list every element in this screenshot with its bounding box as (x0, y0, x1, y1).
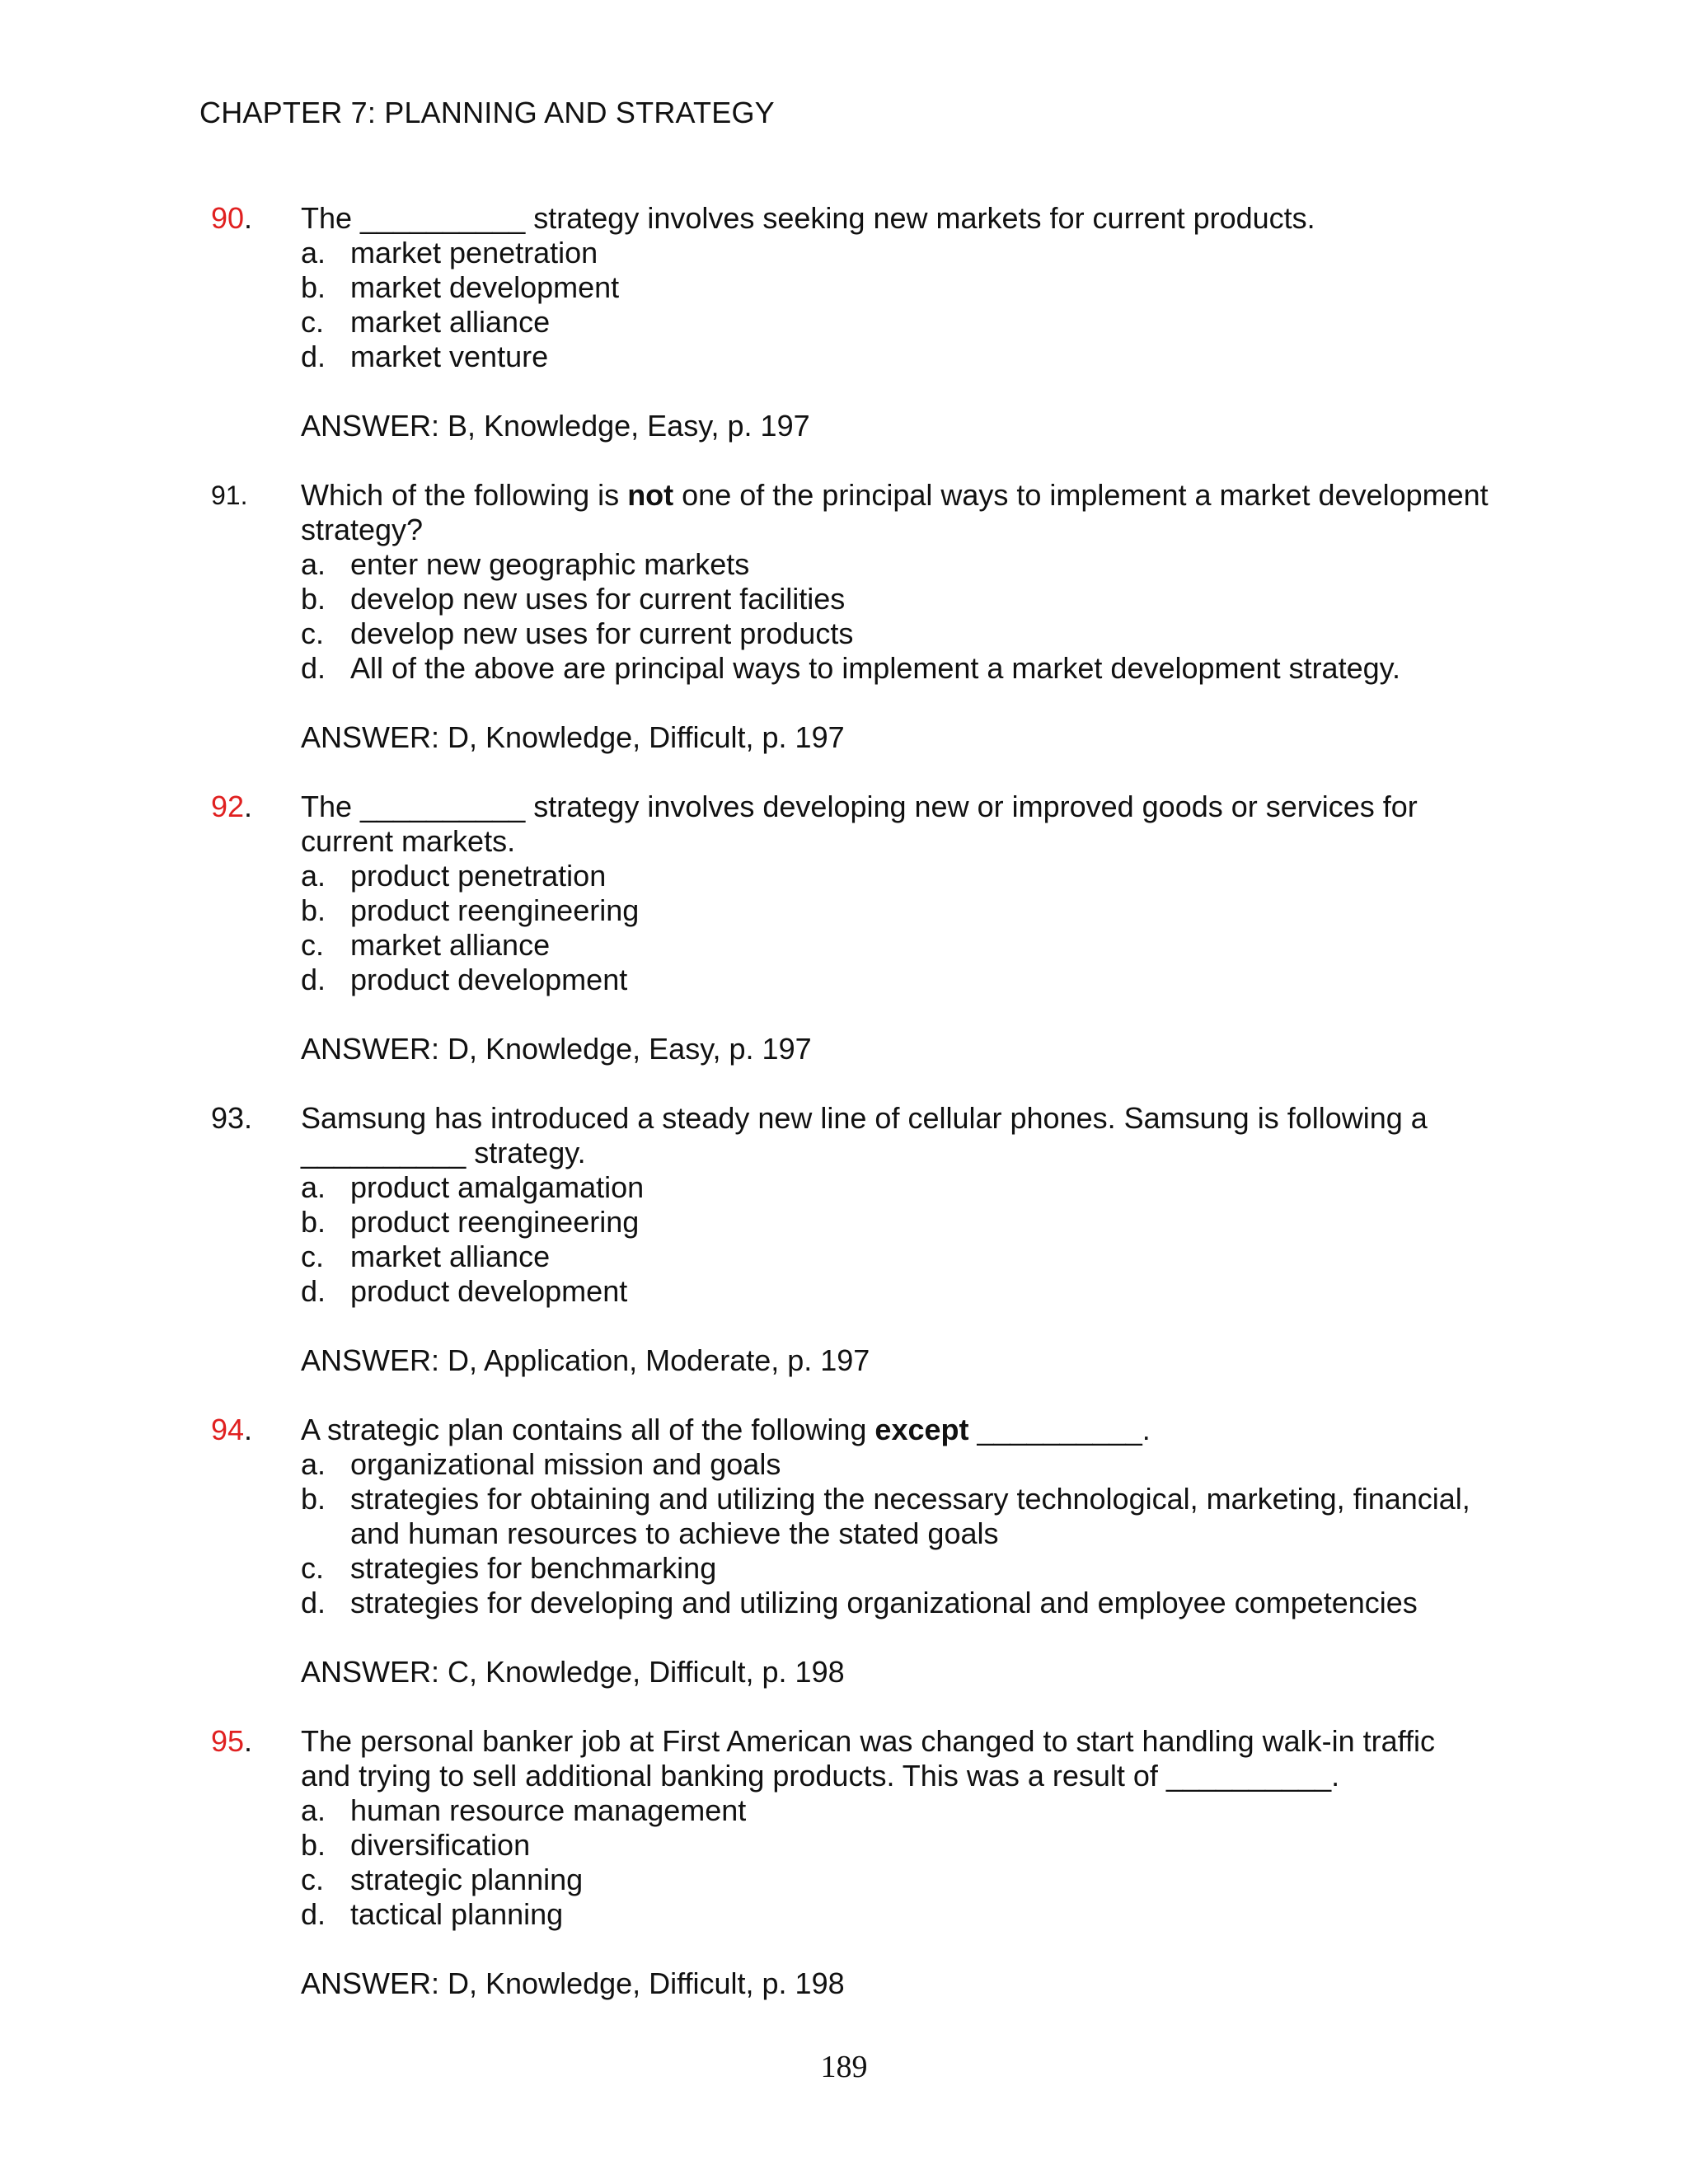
question-stem (301, 478, 1492, 547)
option-text: product amalgamation (350, 1170, 645, 1204)
option-c (301, 616, 1492, 651)
option-letter: d. (301, 963, 326, 996)
question-number-suffix: . (244, 201, 253, 235)
option-letter: d. (301, 1274, 326, 1308)
option-a (301, 859, 1492, 893)
question-number-suffix: . (244, 1724, 253, 1758)
stem-text: strategy. (466, 1136, 586, 1169)
stem-text: The (301, 790, 361, 823)
option-letter: a. (301, 1793, 326, 1827)
option-letter: d. (301, 1586, 326, 1619)
option-d (301, 651, 1492, 686)
question-number (211, 1413, 252, 1447)
option-letter: d. (301, 340, 326, 373)
option-a (301, 1793, 1492, 1828)
option-letter: b. (301, 582, 326, 616)
option-letter: b. (301, 1828, 326, 1862)
answer-key: ANSWER: D, Knowledge, Easy, p. 197 (301, 1032, 812, 1066)
option-letter: b. (301, 1205, 326, 1239)
answer-options (301, 859, 1492, 997)
option-text: product penetration (350, 859, 607, 893)
option-text: market alliance (350, 305, 551, 339)
option-b (301, 1828, 1492, 1863)
answer-options (301, 1447, 1492, 1620)
option-letter: c. (301, 1240, 325, 1273)
option-letter: c. (301, 1863, 325, 1896)
fill-blank: __________ (360, 201, 526, 235)
question-list (0, 201, 1688, 2036)
chapter-header: CHAPTER 7: PLANNING AND STRATEGY (199, 96, 775, 129)
question-number-suffix: . (244, 1413, 253, 1446)
question-body (301, 790, 1492, 1066)
question-number (211, 478, 247, 513)
option-a (301, 547, 1492, 582)
question-number-suffix: . (240, 480, 248, 510)
option-c (301, 928, 1492, 963)
fill-blank: __________ (301, 1136, 467, 1169)
question-number (211, 1101, 252, 1136)
question-number-digits: 93 (211, 1101, 245, 1135)
option-letter: a. (301, 1170, 326, 1204)
option-text: product reengineering (350, 893, 640, 927)
stem-text: one of the principal ways to implement a market development strategy? (301, 478, 1489, 546)
option-b (301, 270, 1492, 305)
option-text: market penetration (350, 236, 598, 269)
question-number-suffix: . (244, 790, 253, 823)
option-text: All of the above are principal ways to implement a market development strategy. (350, 651, 1400, 685)
stem-text: Which of the following is (301, 478, 628, 512)
answer-options (301, 547, 1492, 686)
option-letter: a. (301, 547, 326, 581)
option-b (301, 1482, 1492, 1551)
option-letter: c. (301, 616, 325, 650)
option-text: market venture (350, 340, 549, 373)
option-a (301, 1447, 1492, 1482)
option-text: strategic planning (350, 1863, 584, 1896)
fill-blank: __________ (977, 1413, 1142, 1446)
page-number: 189 (820, 2050, 868, 2084)
question-number (211, 1724, 252, 1759)
question-stem (301, 790, 1492, 859)
stem-text: Samsung has introduced a steady new line of cellular phones. Samsung is following a (301, 1101, 1428, 1135)
stem-text: strategy involves developing new or improved goods or services for current markets. (301, 790, 1418, 858)
question-number-digits: 95 (211, 1724, 245, 1758)
option-b (301, 1205, 1492, 1240)
option-d (301, 1586, 1492, 1620)
option-text: diversification (350, 1828, 531, 1862)
stem-text: The personal banker job at First American was changed to start handling walk-in traffic and trying to sell additional banking products. This was a result of (301, 1724, 1436, 1793)
option-text: strategies for obtaining and utilizing the necessary technological, marketing, financial, and human resources to achieve the stated goals (350, 1482, 1470, 1550)
option-letter: c. (301, 1551, 325, 1585)
option-d (301, 963, 1492, 997)
question-body (301, 1413, 1492, 1690)
option-text: product development (350, 963, 628, 996)
question-95 (0, 1724, 1688, 2001)
question-number (211, 201, 252, 236)
option-letter: d. (301, 1897, 326, 1931)
option-text: market alliance (350, 928, 551, 962)
option-b (301, 893, 1492, 928)
emphasis-text: not (627, 478, 674, 512)
question-body (301, 201, 1492, 443)
question-number (211, 790, 252, 824)
emphasis-text: except (874, 1413, 969, 1446)
option-text: strategies for benchmarking (350, 1551, 717, 1585)
option-letter: a. (301, 859, 326, 893)
option-text: market development (350, 270, 620, 304)
question-stem (301, 1724, 1492, 1793)
option-text: product development (350, 1274, 628, 1308)
option-text: product reengineering (350, 1205, 640, 1239)
answer-options (301, 236, 1492, 374)
fill-blank: __________ (1165, 1759, 1332, 1793)
option-letter: b. (301, 270, 326, 304)
question-stem (301, 1413, 1492, 1447)
option-letter: a. (301, 1447, 326, 1481)
question-number-digits: 91 (211, 480, 241, 510)
answer-options (301, 1793, 1492, 1932)
question-body (301, 1101, 1492, 1378)
question-number-digits: 92 (211, 790, 245, 823)
option-text: develop new uses for current products (350, 616, 854, 650)
question-stem (301, 201, 1492, 236)
question-93 (0, 1101, 1688, 1378)
option-text: enter new geographic markets (350, 547, 750, 581)
option-c (301, 1240, 1492, 1274)
option-letter: c. (301, 305, 325, 339)
question-number-digits: 90 (211, 201, 245, 235)
question-94 (0, 1413, 1688, 1690)
answer-options (301, 1170, 1492, 1309)
option-text: market alliance (350, 1240, 551, 1273)
stem-text: The (301, 201, 361, 235)
question-stem (301, 1101, 1492, 1170)
fill-blank: __________ (360, 790, 526, 823)
option-text: tactical planning (350, 1897, 564, 1931)
option-d (301, 1274, 1492, 1309)
option-text: develop new uses for current facilities (350, 582, 846, 616)
question-92 (0, 790, 1688, 1066)
option-text: human resource management (350, 1793, 747, 1827)
question-91 (0, 478, 1688, 755)
option-letter: a. (301, 236, 326, 269)
option-text: strategies for developing and utilizing organizational and employee competencies (350, 1586, 1418, 1619)
stem-text: strategy involves seeking new markets for current products. (525, 201, 1315, 235)
option-c (301, 305, 1492, 340)
option-b (301, 582, 1492, 616)
option-text: organizational mission and goals (350, 1447, 781, 1481)
stem-text (969, 1413, 978, 1446)
stem-text: A strategic plan contains all of the following (301, 1413, 875, 1446)
option-letter: b. (301, 1482, 326, 1516)
answer-key: ANSWER: C, Knowledge, Difficult, p. 198 (301, 1655, 845, 1689)
stem-text: . (1331, 1759, 1340, 1793)
question-number-digits: 94 (211, 1413, 245, 1446)
question-body (301, 1724, 1492, 2001)
option-d (301, 1897, 1492, 1932)
option-d (301, 340, 1492, 374)
option-letter: d. (301, 651, 326, 685)
question-90 (0, 201, 1688, 443)
option-a (301, 236, 1492, 270)
question-number-suffix: . (244, 1101, 253, 1135)
answer-key: ANSWER: D, Knowledge, Difficult, p. 197 (301, 720, 845, 754)
option-letter: b. (301, 893, 326, 927)
option-letter: c. (301, 928, 325, 962)
answer-key: ANSWER: B, Knowledge, Easy, p. 197 (301, 409, 810, 443)
option-c (301, 1863, 1492, 1897)
option-c (301, 1551, 1492, 1586)
answer-key: ANSWER: D, Application, Moderate, p. 197 (301, 1343, 870, 1377)
answer-key: ANSWER: D, Knowledge, Difficult, p. 198 (301, 1966, 845, 2000)
question-body (301, 478, 1492, 755)
stem-text: . (1142, 1413, 1151, 1446)
option-a (301, 1170, 1492, 1205)
